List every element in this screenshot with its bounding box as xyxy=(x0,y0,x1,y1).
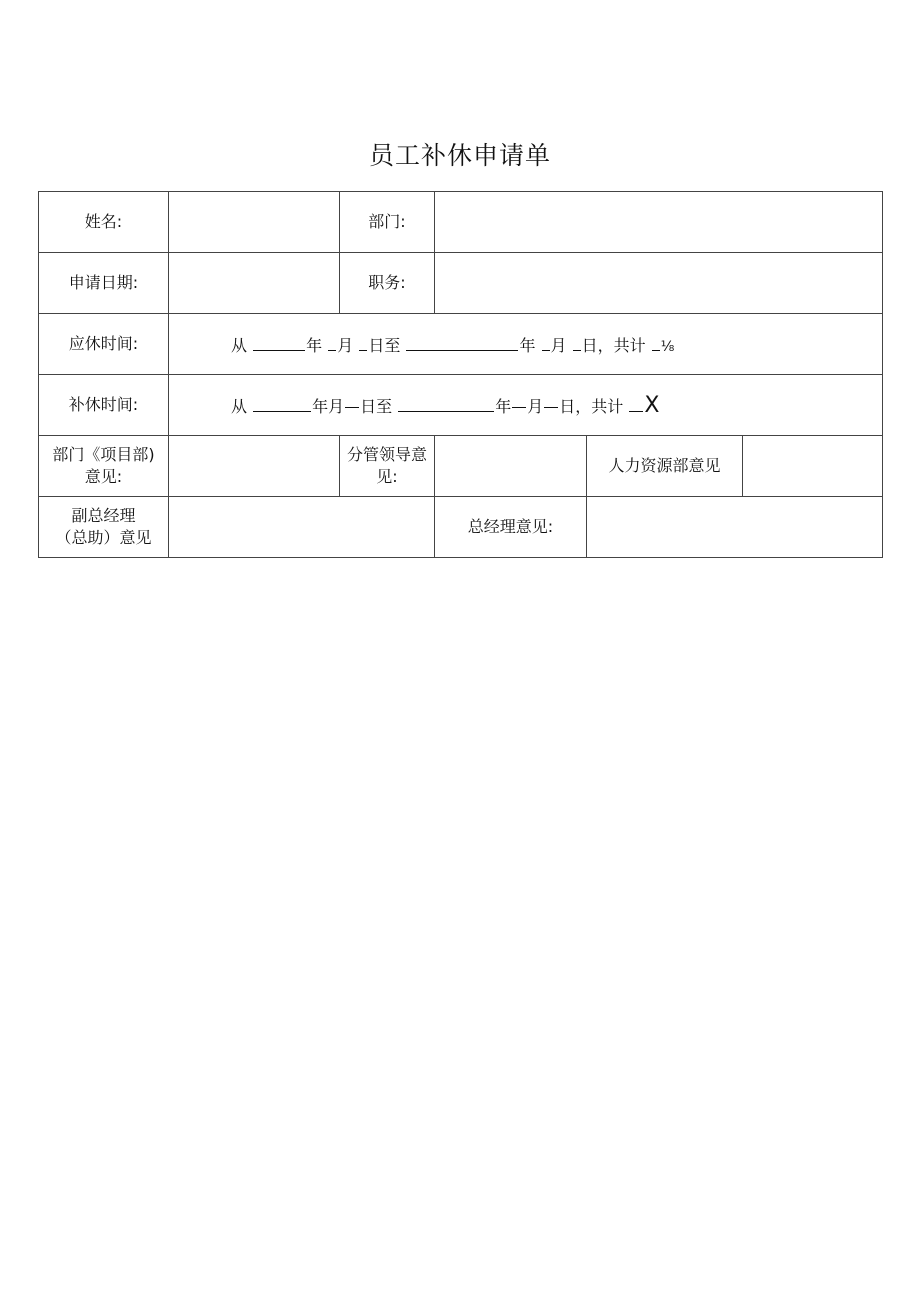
hr-opinion-label: 人力资源部意见 xyxy=(587,436,743,497)
comp-from-text: 从 xyxy=(231,396,248,416)
comp-day2-dash[interactable] xyxy=(544,407,558,408)
comp-year2-blank[interactable] xyxy=(398,397,494,412)
comp-day-to-text: 日至 xyxy=(360,396,393,416)
row-comp-leave xyxy=(39,375,883,436)
due-month2-text: 月 xyxy=(550,335,567,355)
comp-month2-text: 月 xyxy=(527,396,544,416)
due-day-blank[interactable] xyxy=(359,336,367,351)
comp-leave-label: 补休时间: xyxy=(39,375,169,436)
deputy-gm-field[interactable] xyxy=(169,497,435,558)
leave-form-table xyxy=(38,191,883,558)
hr-opinion-field[interactable] xyxy=(743,436,883,497)
comp-total-blank[interactable] xyxy=(629,397,643,412)
due-month-text: 月 xyxy=(337,335,354,355)
dept-opinion-label-line2: 意见: xyxy=(84,467,123,486)
position-label: 职务: xyxy=(340,253,435,314)
gm-opinion-label: 总经理意见: xyxy=(435,497,587,558)
comp-month-text: 月 xyxy=(328,396,345,416)
comp-month2-dash[interactable] xyxy=(512,407,526,408)
comp-year2-text: 年 xyxy=(495,396,512,416)
due-year2-text: 年 xyxy=(519,335,536,355)
form-title: 员工补休申请单 xyxy=(368,141,551,170)
row-opinions xyxy=(39,436,883,497)
due-total-blank[interactable] xyxy=(652,336,660,351)
comp-day2-text: 日，共计 xyxy=(559,396,624,416)
comp-month-dash[interactable] xyxy=(345,407,359,408)
deputy-gm-label-line1: 副总经理 xyxy=(71,506,136,525)
due-day2-blank[interactable] xyxy=(573,336,581,351)
leader-opinion-label-line1: 分管领导意 xyxy=(346,445,427,464)
row-name-dept xyxy=(39,192,883,253)
name-field[interactable] xyxy=(169,192,340,253)
dept-opinion-field[interactable] xyxy=(169,436,340,497)
deputy-gm-label xyxy=(39,497,169,558)
leader-opinion-label xyxy=(340,436,435,497)
position-field[interactable] xyxy=(435,253,883,314)
dept-field[interactable] xyxy=(435,192,883,253)
due-year-text: 年 xyxy=(306,335,323,355)
row-date-position xyxy=(39,253,883,314)
comp-year-blank[interactable] xyxy=(253,397,311,412)
leader-opinion-field[interactable] xyxy=(435,436,587,497)
due-year-blank[interactable] xyxy=(253,336,305,351)
deputy-gm-label-line2: （总助）意见 xyxy=(55,528,152,547)
due-month2-blank[interactable] xyxy=(542,336,550,351)
dept-opinion-label xyxy=(39,436,169,497)
due-month-blank[interactable] xyxy=(328,336,336,351)
leader-opinion-label-line2: 见: xyxy=(376,467,398,486)
comp-leave-field[interactable] xyxy=(169,375,883,436)
due-from-text: 从 xyxy=(231,335,248,355)
gm-opinion-field[interactable] xyxy=(587,497,883,558)
due-leave-field[interactable] xyxy=(169,314,883,375)
row-management-opinions xyxy=(39,497,883,558)
dept-label: 部门: xyxy=(340,192,435,253)
dept-opinion-label-line1: 部门《项目部) xyxy=(52,445,155,464)
due-day-to-text: 日至 xyxy=(368,335,401,355)
apply-date-field[interactable] xyxy=(169,253,340,314)
comp-year-text: 年 xyxy=(312,396,329,416)
name-label: 姓名: xyxy=(39,192,169,253)
due-day2-text: 日，共计 xyxy=(581,335,646,355)
apply-date-label: 申请日期: xyxy=(39,253,169,314)
due-leave-label: 应休时间: xyxy=(39,314,169,375)
comp-total-value: X xyxy=(644,392,660,418)
due-total-value: ⅛ xyxy=(660,338,675,355)
row-due-leave xyxy=(39,314,883,375)
due-year2-blank[interactable] xyxy=(406,336,518,351)
